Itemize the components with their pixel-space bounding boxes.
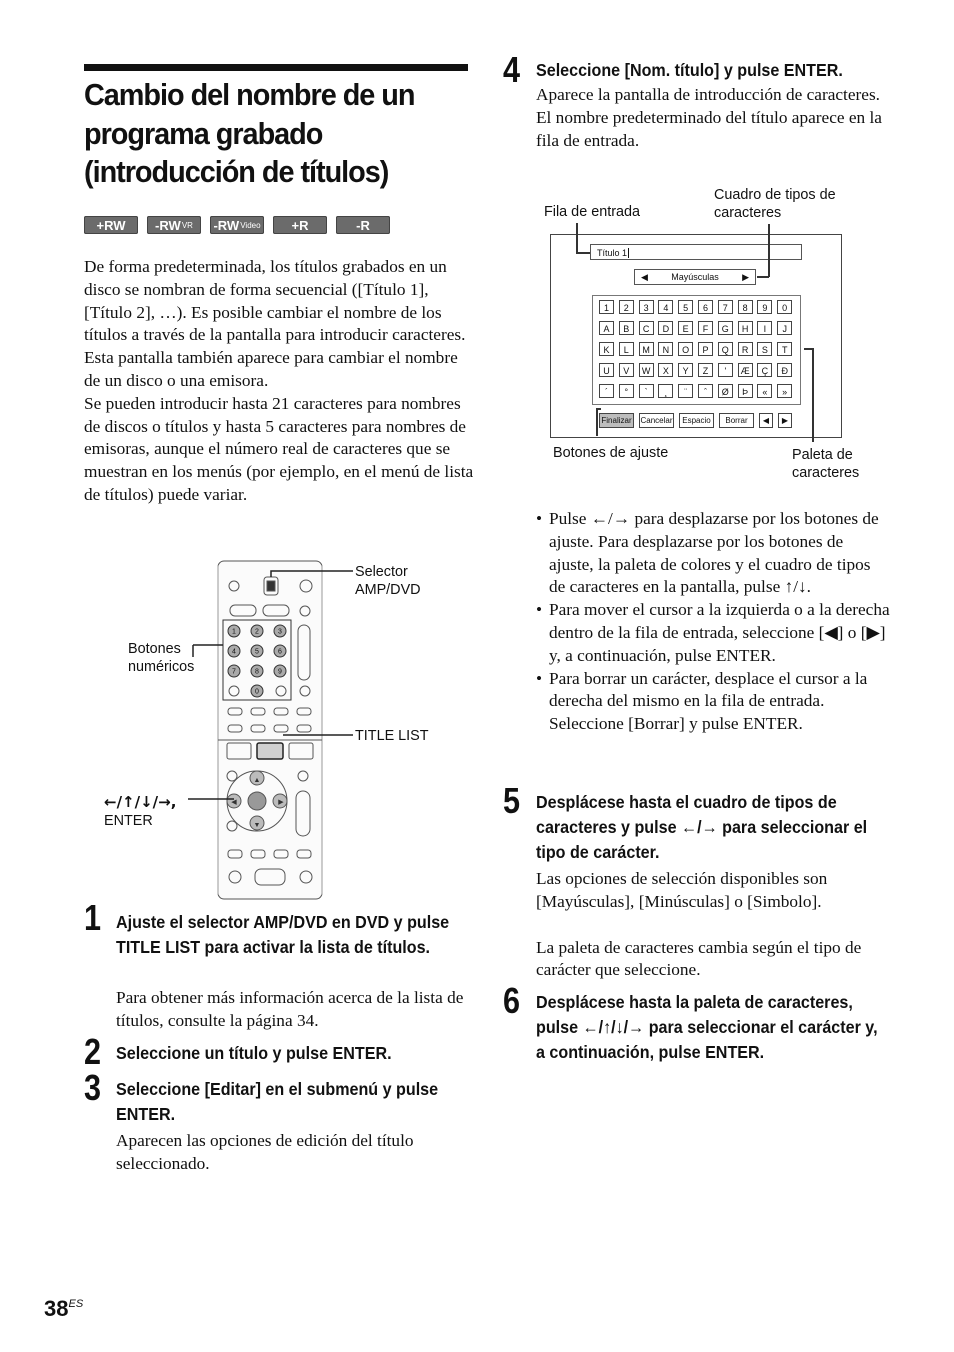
palette-key[interactable]: K [599,342,614,356]
badge-plus-r: +R [273,216,327,234]
step-5-body-2: La paleta de caracteres cambia según el tipo de carácter que seleccione. [536,937,862,980]
palette-key[interactable]: W [639,363,654,377]
character-type-box[interactable] [634,269,756,285]
palette-key[interactable]: 7 [718,300,733,314]
palette-key[interactable]: ¸ [658,384,673,398]
tip-item-1: • Pulse ←/→ para desplazarse por los botones de ajuste. Para desplazarse por los botones de ajuste, la paleta de colores y el cuadro de tipos de caracteres en la pantalla, pulse ↑/↓. [536,508,891,599]
svg-text:◀: ◀ [231,799,237,806]
numeric-key-label: 8 [255,668,259,676]
step-3-number: 3 [84,1067,102,1108]
leader-entry-v [576,223,578,253]
step-1-heading: Ajuste el selector AMP/DVD en DVD y pulse TITLE LIST para activar la lista de títulos. [116,912,450,957]
space-button[interactable]: Espacio [679,413,714,428]
step-6-heading: Desplácese hasta la paleta de caracteres, pulse ←/↑/↓/→ para seleccionar el carácter y, a continuación, pulse ENTER. [536,992,878,1062]
label-entry-row: Fila de entrada [544,204,640,220]
palette-key[interactable]: I [757,321,772,335]
step-1-number: 1 [84,897,102,938]
palette-key[interactable]: ` [639,384,654,398]
label-numeric-buttons: Botones numéricos [128,641,195,675]
step-5-body [536,868,894,982]
step-3-body: Aparecen las opciones de edición del título seleccionado. [116,1131,414,1173]
palette-key[interactable]: Ç [757,363,772,377]
tips-list [536,508,891,736]
type-left-arrow-icon[interactable]: ◀ [641,271,648,282]
palette-key[interactable]: N [658,342,673,356]
palette-key[interactable]: Q [718,342,733,356]
step-4-number: 4 [503,49,521,90]
palette-key[interactable]: 9 [757,300,772,314]
badge-plus-rw: +RW [84,216,138,234]
palette-key[interactable]: Æ [738,363,753,377]
step-5-heading: Desplácese hasta el cuadro de tipos de caracteres y pulse ←/→ para seleccionar el tipo de carácter. [536,792,868,862]
numeric-key-label: 7 [232,668,236,676]
intro-text [84,256,474,507]
delete-button[interactable]: Borrar [719,413,754,428]
palette-key[interactable]: X [658,363,673,377]
intro-paragraph-2: Se pueden introducir hasta 21 caracteres para nombres de discos o títulos y hasta 5 caracteres para nombres de emisoras, aunque el número real de caracteres que se muestran en los menús (por ejemplo, en el menú de lista de títulos) puede variar. [84,393,474,504]
label-selector-amp-dvd: Selector AMP/DVD [355,564,421,598]
palette-key[interactable]: B [619,321,634,335]
palette-key[interactable]: ´ [599,384,614,398]
page-number-value: 38 [44,1296,69,1321]
entry-row[interactable] [590,244,802,260]
palette-key[interactable]: G [718,321,733,335]
step-4-body-1: Aparece la pantalla de introducción de caracteres. [536,85,880,104]
page-locale: ES [68,1298,84,1310]
label-character-palette: Paleta de caracteres [792,447,860,481]
numeric-key-label: 3 [278,628,282,636]
palette-key[interactable]: 8 [738,300,753,314]
palette-key[interactable]: » [777,384,792,398]
palette-key[interactable]: « [757,384,772,398]
numeric-key-label: 4 [232,648,236,656]
step-4-body-2: El nombre predeterminado del título aparece en la fila de entrada. [536,107,882,150]
svg-text:▲: ▲ [253,777,261,784]
palette-key[interactable]: 6 [698,300,713,314]
palette-key[interactable]: M [639,342,654,356]
label-adjust-buttons: Botones de ajuste [553,445,669,461]
cursor-right-icon[interactable]: ▶ [778,413,792,428]
step-4-body [536,84,896,152]
title-line-3: (introducción de títulos) [84,154,389,189]
palette-key[interactable]: ' [718,363,733,377]
title-line-1: Cambio del nombre de un [84,77,415,112]
leader-adjust-h [596,408,601,410]
svg-text:▶: ▶ [278,799,284,806]
numeric-key-label: 2 [255,628,259,636]
cursor-left-icon[interactable]: ◀ [759,413,773,428]
leader-palette-v [812,348,814,442]
palette-key[interactable]: ˆ [698,384,713,398]
numeric-key-label: 0 [255,688,259,696]
palette-key[interactable]: S [757,342,772,356]
step-5-body-1: Las opciones de selección disponibles son [Mayúsculas], [Minúsculas] o [Simbolo]. [536,869,828,911]
step-4-heading: Seleccione [Nom. título] y pulse ENTER. [536,60,843,80]
entry-cursor [628,248,632,258]
step-2-heading: Seleccione un título y pulse ENTER. [116,1043,392,1063]
label-type-box: Cuadro de tipos de caracteres [714,187,836,221]
page-title [84,76,447,192]
step-3-heading: Seleccione [Editar] en el submenú y pulse ENTER. [116,1079,439,1124]
palette-key[interactable]: U [599,363,614,377]
title-line-2: programa grabado [84,115,323,151]
palette-key[interactable]: J [777,321,792,335]
palette-key[interactable]: L [619,342,634,356]
palette-key[interactable]: 4 [658,300,673,314]
palette-key[interactable]: Ð [777,363,792,377]
numeric-key-label: 9 [278,668,282,676]
palette-key[interactable]: Ø [718,384,733,398]
palette-key[interactable]: 1 [599,300,614,314]
palette-key[interactable]: 3 [639,300,654,314]
palette-key[interactable]: A [599,321,614,335]
palette-key[interactable]: F [698,321,713,335]
palette-key[interactable]: 2 [619,300,634,314]
leader-entry-h [576,252,590,254]
palette-key[interactable]: D [658,321,673,335]
palette-key[interactable]: E [678,321,693,335]
leader-adjust-v [596,408,598,436]
palette-key[interactable]: ° [619,384,634,398]
palette-key[interactable]: P [698,342,713,356]
leader-type-h [757,276,769,278]
label-arrows-text: ←/↑/↓/→, [104,793,177,811]
palette-key[interactable]: Þ [738,384,753,398]
numeric-key-label: 6 [278,648,282,656]
title-list-button [257,743,283,759]
step-5-number: 5 [503,780,521,821]
palette-key[interactable]: V [619,363,634,377]
badge-minus-rw-video: -RW Video [210,216,264,234]
disc-type-badges [84,216,390,234]
type-right-arrow-icon[interactable]: ▶ [742,271,749,282]
palette-key[interactable]: ¨ [678,384,693,398]
badge-minus-r: -R [336,216,390,234]
intro-paragraph-1: De forma predeterminada, los títulos grabados en un disco se nombran de forma secuencial ([Título 1], [Título 2], …). Es posible cambiar el nombre de los títulos a través de la pantalla para introducir caracteres. Esta pantalla también aparece para cambiar el nombre de un disco o una emisora. [84,257,466,390]
tip-item-2: • Para mover el cursor a la izquierda o a la derecha dentro de la fila de entrada, seleccione [◀] o [▶] y, a continuación, pulse ENTER. [536,599,891,667]
numeric-key-label: 1 [232,628,236,636]
numeric-key-label: 5 [255,648,259,656]
leader-type-v [768,224,770,277]
palette-key[interactable]: R [738,342,753,356]
palette-key[interactable]: 0 [777,300,792,314]
entry-row-value: Título 1 [597,248,628,258]
label-enter: ENTER [104,813,153,829]
palette-key[interactable]: Z [698,363,713,377]
tip-item-3: • Para borrar un carácter, desplace el cursor a la derecha del mismo en la fila de entrada. Seleccione [Borrar] y pulse ENTER. [536,668,891,736]
step-1-body: Para obtener más información acerca de la lista de títulos, consulte la página 34. [116,988,464,1030]
finalize-button[interactable]: Finalizar [599,413,634,428]
step-2-number: 2 [84,1031,102,1072]
palette-key[interactable]: T [777,342,792,356]
cancel-button[interactable]: Cancelar [639,413,674,428]
title-rule [84,64,468,71]
page-number [44,1296,83,1322]
palette-key[interactable]: H [738,321,753,335]
step-6-number: 6 [503,980,521,1021]
palette-key[interactable]: 5 [678,300,693,314]
label-title-list: TITLE LIST [355,728,429,744]
badge-minus-rw-vr: -RW VR [147,216,201,234]
label-arrow-buttons [104,793,176,812]
character-type-value: Mayúsculas [671,272,719,282]
svg-text:▼: ▼ [253,822,261,829]
palette-key[interactable]: Y [678,363,693,377]
palette-key[interactable]: C [639,321,654,335]
palette-key[interactable]: O [678,342,693,356]
